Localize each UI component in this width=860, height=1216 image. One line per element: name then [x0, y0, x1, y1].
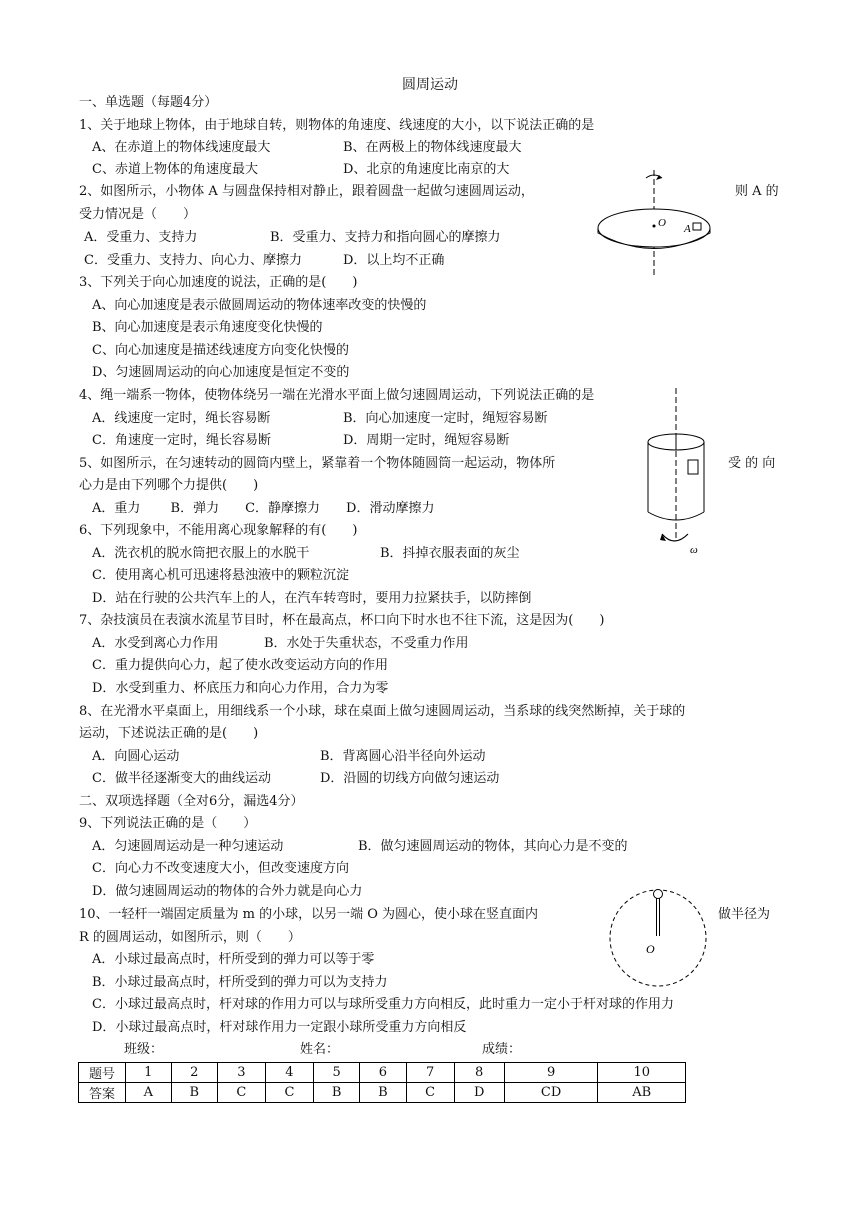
q2-option-a: A．受重力、支持力 [84, 230, 198, 245]
q10-option-c: C．小球过最高点时，杆对球的作用力可以与球所受重力方向相反，此时重力一定小于杆对球的作用力 [92, 997, 674, 1012]
q5-fig-label-omega: ω [690, 544, 698, 556]
q3-stem: 3、下列关于向心加速度的说法，正确的是( ) [79, 275, 358, 290]
q3-option-a: A、向心加速度是表示做圆周运动的物体速率改变的快慢的 [92, 298, 427, 313]
table-cell: B [360, 1083, 406, 1103]
q9-option-d: D．做匀速圆周运动的物体的合外力就是向心力 [92, 884, 363, 899]
q2-fig-label-a: A [684, 223, 691, 235]
q1-option-a: A、在赤道上的物体线速度最大 [92, 140, 271, 155]
q1-option-c: C、赤道上物体的角速度最大 [92, 162, 258, 177]
q3-option-d: D、匀速圆周运动的向心加速度是恒定不变的 [92, 365, 350, 380]
row-label-number: 题号 [79, 1063, 126, 1083]
q8-option-a: A．向圆心运动 [92, 749, 180, 764]
q3-option-c: C、向心加速度是描述线速度方向变化快慢的 [92, 343, 349, 358]
q2-option-b: B．受重力、支持力和指向圆心的摩擦力 [270, 230, 501, 245]
table-row [79, 1083, 686, 1103]
section-2-heading: 二、双项选择题（全对6分，漏选4分） [79, 794, 304, 809]
q4-option-d: D．周期一定时，绳短容易断 [343, 433, 510, 448]
q10-fig-label-o: O [646, 942, 655, 956]
table-cell: 6 [360, 1063, 406, 1083]
table-cell: 7 [406, 1063, 454, 1083]
table-cell: 2 [171, 1063, 217, 1083]
q8-option-d: D．沿圆的切线方向做匀速运动 [320, 771, 500, 786]
q5-cylinder-figure [640, 388, 720, 558]
q9-option-a: A．匀速圆周运动是一种匀速运动 [92, 839, 284, 854]
q2-option-c: C．受重力、支持力、向心力、摩擦力 [84, 253, 302, 268]
table-cell: CD [504, 1083, 598, 1103]
table-cell: D [454, 1083, 504, 1103]
q2-block-icon [693, 223, 701, 230]
row-label-answer: 答案 [79, 1083, 126, 1103]
q7-option-c: C．重力提供向心力，起了使水改变运动方向的作用 [92, 658, 388, 673]
q2-stem-line1: 2、如图所示，小物体 A 与圆盘保持相对静止，跟着圆盘一起做匀速圆周运动， [79, 184, 534, 199]
q1-option-d: D、北京的角速度比南京的大 [343, 162, 510, 177]
section-1-heading: 一、单选题（每题4分） [79, 95, 218, 110]
table-cell: 8 [454, 1063, 504, 1083]
q6-option-c: C．使用离心机可迅速将悬浊液中的颗粒沉淀 [92, 568, 349, 583]
table-cell: 4 [265, 1063, 313, 1083]
q6-option-b: B．抖掉衣服表面的灰尘 [380, 546, 520, 561]
q7-option-a: A．水受到离心力作用 [92, 636, 219, 651]
table-cell: C [265, 1083, 313, 1103]
q10-option-a: A．小球过最高点时，杆所受到的弹力可以等于零 [92, 952, 375, 967]
q4-stem: 4、绳一端系一物体，使物体绕另一端在光滑水平面上做匀速圆周运动，下列说法正确的是 [79, 388, 595, 403]
q8-stem-line2: 运动，下述说法正确的是( ) [79, 726, 259, 741]
q10-stem-line1: 10、一轻杆一端固定质量为 m 的小球，以另一端 O 为圆心，使小球在竖直面内 [79, 907, 539, 922]
q7-stem: 7、杂技演员在表演水流星节目时，杯在最高点，杯口向下时水也不往下流，这是因为( ) [79, 613, 605, 628]
q2-fig-label-o: O [658, 217, 666, 229]
table-cell: 1 [126, 1063, 172, 1083]
q10-option-d: D．小球过最高点时，杆对球作用力一定跟小球所受重力方向相反 [92, 1020, 467, 1035]
class-label: 班级： [124, 1042, 164, 1057]
answer-table [78, 1062, 686, 1103]
table-row [79, 1063, 686, 1083]
q5-stem-line2: 心力是由下列哪个力提供( ) [79, 478, 259, 493]
table-cell: AB [598, 1083, 686, 1103]
q8-option-b: B．背离圆心沿半径向外运动 [320, 749, 486, 764]
q9-option-c: C．向心力不改变速度大小，但改变速度方向 [92, 861, 349, 876]
q2-stem-line1-end: 则 A 的 [735, 184, 779, 199]
q10-circle-figure [608, 886, 712, 990]
q6-option-a: A．洗衣机的脱水筒把衣服上的水脱干 [92, 546, 310, 561]
q9-stem: 9、下列说法正确的是（ ） [79, 816, 257, 831]
page-title: 圆周运动 [402, 77, 458, 93]
q5-stem-line1-end: 受 的 向 [728, 456, 776, 471]
q8-option-c: C．做半径逐渐变大的曲线运动 [92, 771, 271, 786]
table-cell: 10 [598, 1063, 686, 1083]
name-label: 姓名： [300, 1042, 340, 1057]
table-cell: 3 [217, 1063, 265, 1083]
q3-option-b: B、向心加速度是表示角速度变化快慢的 [92, 320, 323, 335]
table-cell: C [217, 1083, 265, 1103]
q4-option-b: B．向心加速度一定时，绳短容易断 [343, 411, 548, 426]
q1-stem: 1、关于地球上物体，由于地球自转，则物体的角速度、线速度的大小，以下说法正确的是 [79, 118, 595, 133]
q10-option-b: B．小球过最高点时，杆所受到的弹力可以为支持力 [92, 975, 388, 990]
table-cell: 9 [504, 1063, 598, 1083]
q7-option-d: D．水受到重力、杯底压力和向心力作用，合力为零 [92, 681, 389, 696]
q1-option-b: B、在两极上的物体线速度最大 [343, 140, 522, 155]
score-label: 成绩： [482, 1042, 522, 1057]
q10-stem-line2: R 的圆周运动，如图所示，则（ ） [79, 930, 301, 945]
table-cell: B [313, 1083, 359, 1103]
table-cell: B [171, 1083, 217, 1103]
q9-option-b: B．做匀速圆周运动的物体，其向心力是不变的 [358, 839, 628, 854]
q5-block-icon [688, 460, 698, 474]
q2-stem-line2: 受力情况是（ ） [79, 207, 197, 222]
q4-option-c: C．角速度一定时，绳长容易断 [92, 433, 271, 448]
q2-disc-figure [596, 168, 720, 278]
table-cell: 5 [313, 1063, 359, 1083]
q6-option-d: D．站在行驶的公共汽车上的人，在汽车转弯时，要用力拉紧扶手，以防摔倒 [92, 591, 532, 606]
q10-stem-line1-end: 做半径为 [718, 907, 771, 922]
q5-stem-line1: 5、如图所示，在匀速转动的圆筒内壁上，紧靠着一个物体随圆筒一起运动，物体所 [79, 456, 556, 471]
q5-options: A．重力 B．弹力 C．静摩擦力 D．滑动摩擦力 [92, 501, 435, 516]
table-cell: A [126, 1083, 172, 1103]
q10-ball-icon [654, 890, 663, 899]
q6-stem: 6、下列现象中，不能用离心现象解释的有( ) [79, 523, 358, 538]
q7-option-b: B．水处于失重状态，不受重力作用 [264, 636, 469, 651]
table-cell: C [406, 1083, 454, 1103]
q8-stem-line1: 8、在光滑水平桌面上，用细线系一个小球，球在桌面上做匀速圆周运动，当系球的线突然断掉，关于球的 [79, 704, 686, 719]
q2-option-d: D．以上均不正确 [343, 253, 445, 268]
q4-option-a: A．线速度一定时，绳长容易断 [92, 411, 271, 426]
